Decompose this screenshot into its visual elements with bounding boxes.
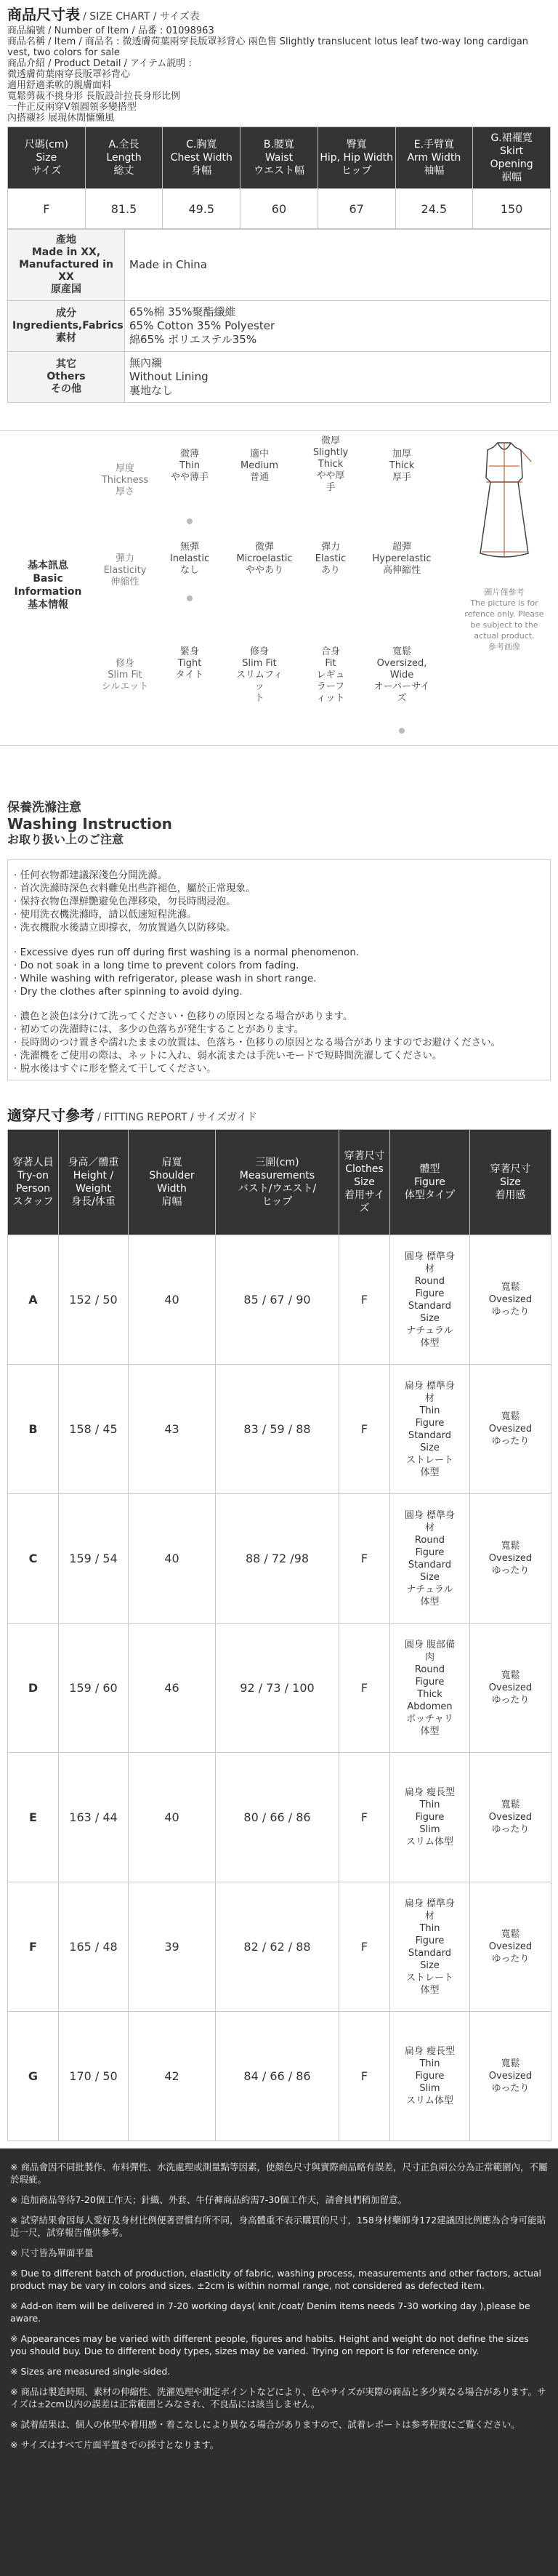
size-header: 尺碼(cm) Size サイズ	[8, 127, 86, 189]
figure-header: 體型 Figure 体型タイプ	[390, 1130, 470, 1235]
thickness-row	[92, 431, 440, 536]
wash-line: · 首次洗滌時深色衣料難免出些許褪色，屬於正常現象。	[14, 883, 256, 894]
elasticity-head: 彈力 Elasticity 伸縮性	[103, 553, 147, 587]
washing-header	[0, 800, 558, 848]
fitting-title: 適穿尺寸參考	[7, 1107, 94, 1124]
length-header: A.全長 Length 総丈	[85, 127, 163, 189]
fit-option: 緊身 Tight タイト	[175, 646, 204, 681]
note-line: ※ 尺寸皆為單面平量	[10, 2247, 94, 2258]
size-chart-title: 商品尺寸表	[7, 6, 80, 23]
wash-line: · 使用洗衣機洗滌時，請以低速短程洗滌。	[14, 909, 197, 920]
table-row: D 159 / 60 46 92 / 73 / 100 F 圓身 腹部備 肉 Round Figure Thick Abdomen ポッチャリ 体型 寬鬆 Ovesized ゆったり	[8, 1624, 551, 1753]
wash-line: · 任何衣物都建議深淺色分開洗滌。	[14, 870, 168, 881]
chest-header: C.胸寬 Chest Width 身幅	[163, 127, 240, 189]
wash-line: · Do not soak in a long time to prevent colors from fading.	[14, 960, 299, 971]
washing-title: 保養洗滌注意	[7, 801, 81, 815]
selected-dot	[399, 728, 405, 734]
item-info	[0, 24, 558, 124]
note-line: ※ 試穿結果會因每人愛好及身材比例便著習慣有所不同，身高體重不表示購買的尺寸，158身材藥師身172建議因比例應為合身可能貼近一尺，試穿報告僅供參考。	[10, 2215, 546, 2238]
wash-line: · While washing with refrigerator, please wash in short range.	[14, 973, 317, 984]
size-cell: 81.5	[85, 189, 163, 229]
fit-row	[92, 641, 440, 745]
clothes-size-header: 穿著尺寸 Clothes Size 着用サイズ	[339, 1130, 390, 1235]
note-line: ※ Due to different batch of production, elasticity of fabric, washing process, measurements and other factors, actual product may be vary in colors and sizes. ±2cm is within normal range, not considered as defected item.	[10, 2268, 541, 2291]
note-line: ※ 追加商品等待7-20個工作天；針織、外套、牛仔褲商品約需7-30個工作天，請會員們稍加留意。	[10, 2194, 408, 2205]
size-table	[7, 127, 551, 229]
size-cell: 150	[473, 189, 551, 229]
basic-info	[0, 430, 558, 746]
dress-figure	[458, 437, 551, 652]
thickness-head: 厚度 Thickness 厚さ	[101, 463, 149, 497]
size-cell: 67	[318, 189, 395, 229]
elasticity-option: 彈力 Elastic あり	[315, 542, 347, 576]
wash-line: · Dry the clothes after spinning to avoid dying.	[14, 986, 243, 998]
others-row	[8, 352, 551, 403]
detail-line: 內搭襯衫 展現休閒慵懶風	[7, 113, 115, 124]
size-cell: 60	[240, 189, 318, 229]
person-header: 穿著人員 Try-on Person スタッフ	[8, 1130, 59, 1235]
elasticity-row	[92, 536, 440, 641]
note-line: ※ 試着結果は、個人の体型や着用感・着こなしにより異なる場合がありますので、試着レポートは参考程度にご覧ください。	[10, 2419, 520, 2430]
wash-line: · Excessive dyes run off during first washing is a normal phenomenon.	[14, 947, 360, 958]
fabric-row	[8, 301, 551, 352]
thickness-option: 微厚 Slightly Thick やや厚 手	[312, 436, 349, 493]
others-value: 無內襯 Without Lining 裏地なし	[125, 352, 551, 403]
origin-row	[8, 230, 551, 301]
dress-caption: 圖片僅參考 The picture is for refence only. Please be subject to the actual product. 參考画像	[464, 587, 544, 651]
washing-title-jp: お取り扱い上のご注意	[7, 832, 124, 846]
table-row: G 170 / 50 42 84 / 66 / 86 F 扁身 瘦長型 Thin Figure Slim スリム体型 寬鬆 Ovesized ゆったり	[8, 2012, 551, 2141]
fitting-table	[7, 1129, 551, 2141]
size-cell: 49.5	[163, 189, 240, 229]
fit-option: 合身 Fit レギュ ラーフ ィット	[316, 646, 345, 704]
thickness-option: 微薄 Thin やや薄手	[170, 449, 209, 483]
washing-title-en: Washing Instruction	[7, 815, 172, 832]
others-label: 其它 Others その他	[8, 352, 125, 403]
thickness-option: 適中 Medium 普通	[240, 449, 278, 483]
height-weight-header: 身高／體重 Height / Weight 身長/体重	[59, 1130, 129, 1235]
fabric-label: 成分 Ingredients,Fabrics 素材	[8, 301, 125, 352]
origin-label: 產地 Made in XX, Manufactured in XX 原産国	[8, 230, 125, 301]
note-line: ※ Add-on item will be delivered in 7-20 working days( knit /coat/ Denim items needs 7-30 working day ),please be aware.	[10, 2300, 530, 2324]
measurements-header: 三圍(cm) Measurements バスト/ウエスト/ ヒップ	[216, 1130, 339, 1235]
wash-line: · 保持衣物色澤鮮艷避免色澤移染，勿長時間浸泡。	[14, 896, 236, 907]
basic-grid	[92, 431, 440, 745]
fabric-value: 65%棉 35%聚酯纖維 65% Cotton 35% Polyester 綿65% ポリエステル35%	[125, 301, 551, 352]
shoulder-header: 肩寬 Shoulder Width 肩幅	[129, 1130, 216, 1235]
wash-line: · 脱水後はすぐに形を整えて干してください。	[14, 1063, 217, 1075]
basic-info-title: 基本訊息 Basic Information 基本情報	[14, 560, 82, 611]
fit-option: 修身 Slim Fit スリムフィッ ト	[236, 646, 283, 704]
fit-head: 修身 Slim Fit シルエット	[101, 658, 149, 692]
size-row	[8, 189, 551, 229]
table-row: F 165 / 48 39 82 / 62 / 88 F 扁身 標準身 材 Thin Figure Standard Size ストレート 体型 寬鬆 Ovesized ゆったり	[8, 1882, 551, 2012]
note-line: ※ Sizes are measured single-sided.	[10, 2366, 171, 2377]
size-chart-header	[0, 0, 558, 24]
wash-line: · 洗衣機脫水後請立即撐衣，勿放置過久以防移染。	[14, 922, 236, 934]
arm-header: E.手臂寬 Arm Width 袖幅	[395, 127, 473, 189]
washing-box	[7, 859, 551, 1080]
thickness-option: 加厚 Thick 厚手	[389, 449, 415, 483]
fit-feel-header: 穿著尺寸 Size 着用感	[470, 1130, 551, 1235]
note-line: ※ 商品會因不同批製作、布料彈性、水洗處理或測量點等因素，使顏色尺寸與實際商品略有誤差，尺寸正負兩公分為正常範圍內，不屬於瑕疵。	[10, 2162, 548, 2185]
wash-line: · 初めての洗濯時には、多少の色落ちが発生することがあります。	[14, 1024, 304, 1035]
wash-line: · 洗濯機をご使用の際は、ネットに入れ、弱水流または手洗いモードで短時間洗濯してください。	[14, 1050, 442, 1062]
skirt-header: G.裙襬寬 Skirt Opening 裾幅	[473, 127, 551, 189]
fitting-subtitle: / FITTING REPORT / サイズガイド	[97, 1112, 257, 1123]
size-cell: 24.5	[395, 189, 473, 229]
waist-header: B.腰寬 Waist ウエスト幅	[240, 127, 318, 189]
table-row: C 159 / 54 40 88 / 72 /98 F 圓身 標準身 材 Round Figure Standard Size ナチュラル 体型 寬鬆 Ovesized ゆったり	[8, 1494, 551, 1624]
detail-header: 商品介紹 / Product Detail / アイテム説明 :	[7, 58, 192, 69]
fitting-header	[0, 1080, 558, 1125]
detail-line: 寬鬆剪裁不挑身形 長版設計拉長身形比例	[7, 91, 181, 102]
wash-line: · 濃色と淡色は分けて洗ってください・色移りの原因となる場合があります。	[14, 1011, 353, 1022]
wash-line: · 長時間のつけ置きや濡れたままの放置は、色落ち・色移りの原因となる場合がありますのでお避けください。	[14, 1037, 501, 1048]
notes-panel	[0, 2148, 558, 2576]
selected-dot	[187, 518, 193, 524]
table-row: A 152 / 50 40 85 / 67 / 90 F 圓身 標準身 材 Round Figure Standard Size ナチュラル 体型 寬鬆 Ovesized ゆったり	[8, 1235, 551, 1365]
table-row: B 158 / 45 43 83 / 59 / 88 F 扁身 標準身 材 Thin Figure Standard Size ストレート 体型 寬鬆 Ovesized ゆったり	[8, 1365, 551, 1494]
spec-table	[7, 229, 551, 403]
note-line: ※ Appearances may be varied with different people, figures and habits. Height and weight do not define the sizes you should buy. Due to different body types, sizes may be varied. Trying on report is for reference only.	[10, 2333, 529, 2356]
elasticity-option: 超彈 Hyperelastic 高伸縮性	[372, 542, 432, 576]
table-row: E 163 / 44 40 80 / 66 / 86 F 扁身 瘦長型 Thin Figure Slim スリム体型 寬鬆 Ovesized ゆったり	[8, 1753, 551, 1882]
detail-line: 微透膚荷葉兩穿長版罩衫背心	[7, 69, 131, 80]
hip-header: 臀寬 Hip, Hip Width ヒップ	[318, 127, 395, 189]
detail-line: 適用舒適柔軟的親膚面料	[7, 80, 112, 91]
item-number: 商品編號 / Number of Item / 品番 : 01098963	[7, 25, 214, 36]
size-cell: F	[8, 189, 86, 229]
fit-option: 寬鬆 Oversized, Wide オーバーサイ ズ	[373, 646, 430, 704]
size-chart-subtitle: / SIZE CHART / サイズ表	[83, 11, 200, 23]
detail-line: 一件正反兩穿V領圓領多變搭型	[7, 102, 137, 113]
dress-diagram-icon	[464, 437, 544, 579]
elasticity-option: 微彈 Microelastic ややあり	[236, 542, 293, 576]
origin-value: Made in China	[125, 230, 551, 301]
elasticity-option: 無彈 Inelastic なし	[169, 542, 210, 576]
note-line: ※ サイズはすべて片面平置きでの採寸となります。	[10, 2439, 219, 2450]
item-name: 商品名稱 / Item / 商品名 : 微透膚荷葉兩穿長版罩衫背心 兩色售 Slightly translucent lotus leaf two-way long cardigan vest, two colors for sale	[7, 36, 529, 58]
note-line: ※ 商品は製造時期、素材の伸縮性、洗濯処理や測定ポイントなどにより、色やサイズが実際の商品と多少異なる場合があります。サイズは±2cm以内の誤差は正常範囲とみなされ、不良品には該当しません。	[10, 2386, 546, 2410]
selected-dot	[187, 595, 193, 601]
